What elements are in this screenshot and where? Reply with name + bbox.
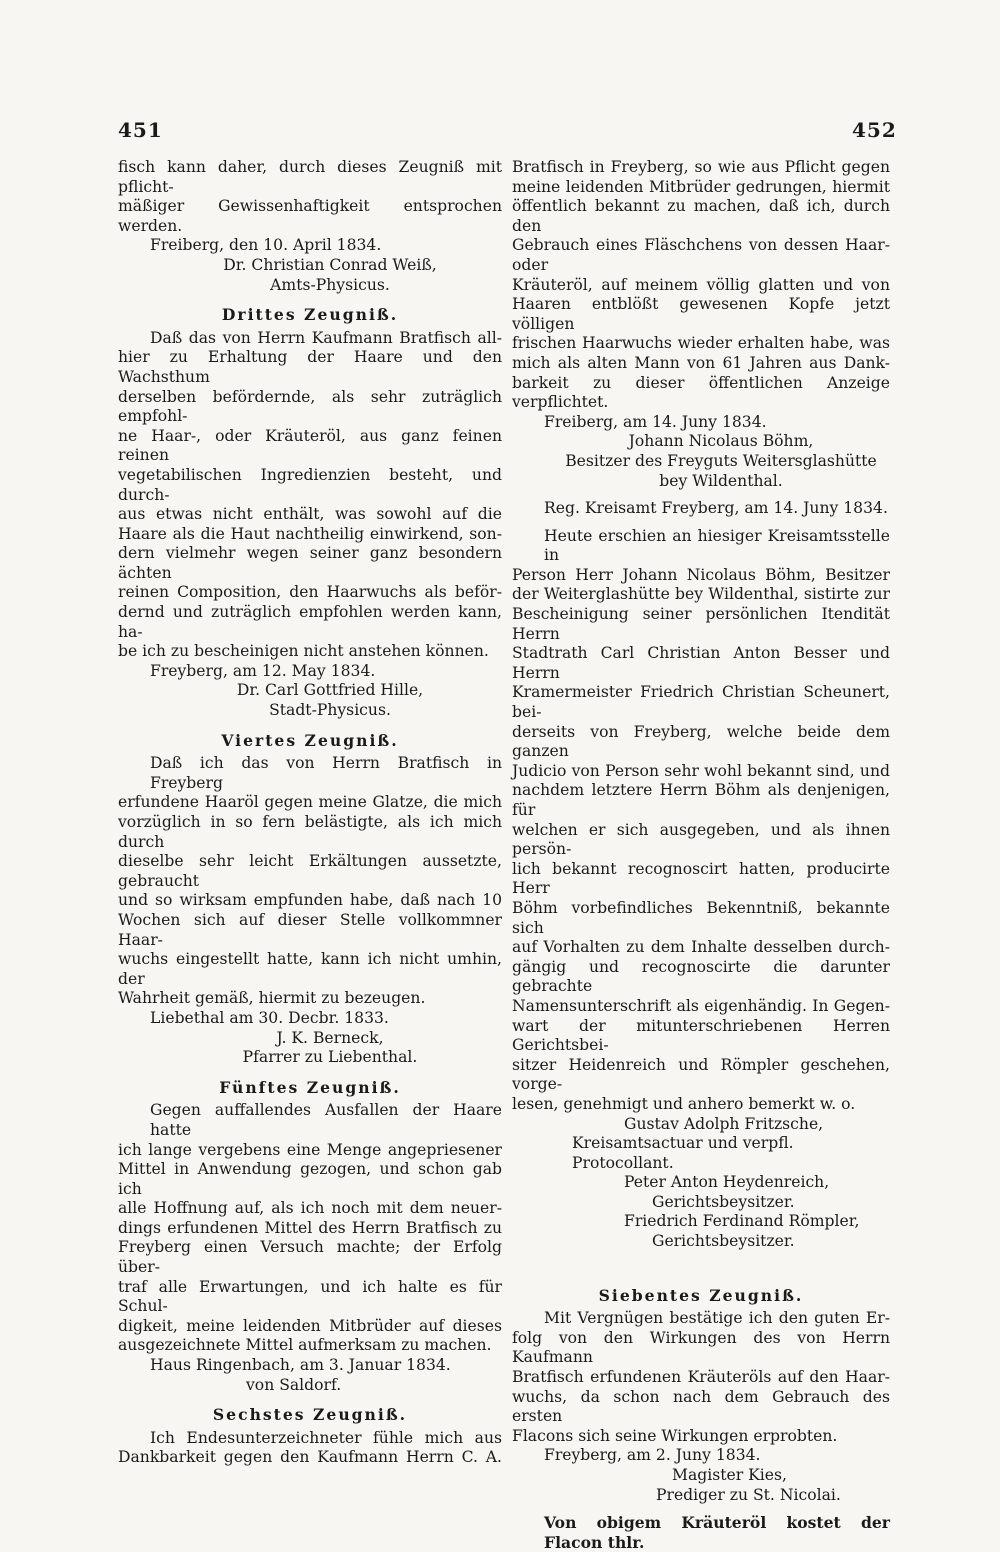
paragraph-third-testimony xyxy=(118,329,502,682)
text-line: lesen, genehmigt und anhero bemerkt w. o. xyxy=(512,1094,856,1113)
text-line: be ich zu bescheinigen nicht anstehen können. xyxy=(118,642,489,661)
text-line: Bescheinigung seiner persönlichen Itendität Herrn xyxy=(512,605,890,643)
left-column xyxy=(118,158,502,1468)
date-line: Haus Ringenbach, am 3. Januar 1834. xyxy=(150,1356,451,1375)
text-line: Daß das von Herrn Kaufmann Bratfisch all- xyxy=(150,328,502,347)
text-line: folg von den Wirkungen des von Herrn Kaufmann xyxy=(512,1328,890,1367)
date-line: Freyberg, am 12. May 1834. xyxy=(150,661,376,680)
text-line: gängig und recognoscirte die darunter gebrachte xyxy=(512,957,890,996)
signature-roempler xyxy=(512,1212,890,1251)
text-line: welchen er sich ausgegeben, und als ihnen persön- xyxy=(512,820,890,859)
date-line: Freiberg, den 10. April 1834. xyxy=(150,236,382,255)
text-line: und so wirksam empfunden habe, daß nach 10 xyxy=(118,891,502,910)
text-line: dieselbe sehr leicht Erkältungen aussetzte, gebraucht xyxy=(118,852,502,890)
text-line: nachdem letztere Herrn Böhm als denjenigen, für xyxy=(512,781,890,819)
text-line: Wochen sich auf dieser Stelle vollkommner Haar- xyxy=(118,910,502,949)
signature-title: bey Wildenthal. xyxy=(659,471,783,490)
text-line: Person Herr Johann Nicolaus Böhm, Besitzer xyxy=(512,565,890,584)
signature-berneck xyxy=(118,1029,502,1068)
signature-saldorf: von Saldorf. xyxy=(246,1375,342,1394)
signature-title: Gerichtsbeysitzer. xyxy=(652,1232,795,1251)
text-line: Stadtrath Carl Christian Anton Besser und Herrn xyxy=(512,644,890,682)
text-line: Heute erschien an hiesiger Kreisamtsstelle in xyxy=(544,526,890,565)
signature-heydenreich xyxy=(512,1173,890,1212)
text-line: Haare als die Haut nachtheilig einwirkend, son- xyxy=(118,524,502,543)
signature-name: Dr. Christian Conrad Weiß, xyxy=(223,255,437,274)
heading-fifth-testimony: Fünftes Zeugniß. xyxy=(219,1077,401,1097)
text-line: frischen Haarwuchs wieder erhalten habe, was xyxy=(512,334,890,353)
text-line: Böhm vorbefindliches Bekenntniß, bekannte sich xyxy=(512,898,890,937)
text-line: wuchs, da schon nach dem Gebrauch des ersten xyxy=(512,1387,890,1426)
text-line: derselben befördernde, als sehr zuträglich empfohl- xyxy=(118,387,502,426)
date-line: Liebethal am 30. Decbr. 1833. xyxy=(150,1008,389,1027)
paragraph-office-certification xyxy=(512,527,890,1115)
signature-title: Prediger zu St. Nicolai. xyxy=(656,1485,841,1504)
heading-third-testimony: Drittes Zeugniß. xyxy=(221,305,399,325)
text-line: Mittel in Anwendung gezogen, und schon gab ich xyxy=(118,1160,502,1198)
text-line: auf Vorhalten zu dem Inhalte desselben durch- xyxy=(512,938,890,957)
signature-name: J. K. Berneck, xyxy=(276,1028,384,1047)
text-line: Bratfisch in Freyberg, so wie aus Pflicht gegen xyxy=(512,158,890,176)
signature-title: Gerichtsbeysitzer. xyxy=(652,1192,795,1211)
text-line: reinen Composition, den Haarwuchs als beför- xyxy=(118,583,502,602)
text-line: Judicio von Person sehr wohl bekannt sind, und xyxy=(512,761,890,780)
text-line: mäßiger Gewissenhaftigkeit entsprochen werden. xyxy=(118,197,502,235)
signature-title: Kreisamtsactuar und verpfl. Protocollant. xyxy=(572,1134,794,1172)
text-line: Haaren entblößt gewesenen Kopfe jetzt völligen xyxy=(512,295,890,333)
text-line: Kramermeister Friedrich Christian Scheunert, bei- xyxy=(512,683,890,722)
text-line: meine leidenden Mitbrüder gedrungen, hiermit xyxy=(512,177,890,196)
text-line: Daß ich das von Herrn Bratfisch in Freyberg xyxy=(150,754,502,792)
signature-name: Friedrich Ferdinand Römpler, xyxy=(624,1212,860,1231)
text-line: Ich Endesunterzeichneter fühle mich aus xyxy=(150,1428,502,1447)
signature-boehm xyxy=(512,432,890,491)
price-note: Von obigem Kräuteröl kostet der Flacon thlr. xyxy=(544,1513,890,1552)
text-line: vorzüglich in so fern belästigte, als ich mich durch xyxy=(118,813,502,851)
text-line: digkeit, meine leidenden Mitbrüder auf dieses xyxy=(118,1316,502,1335)
text-line: fisch kann daher, durch dieses Zeugniß mit pflicht- xyxy=(118,158,502,196)
text-line: Gebrauch eines Fläschchens von dessen Haar- oder xyxy=(512,236,890,274)
paragraph-sixth-testimony xyxy=(118,1429,502,1468)
office-heading: Reg. Kreisamt Freyberg, am 14. Juny 1834. xyxy=(544,499,888,518)
signature-fritzsche xyxy=(512,1115,890,1174)
signature-title: Besitzer des Freyguts Weitersglashütte xyxy=(565,451,877,470)
text-line: Gegen auffallendes Ausfallen der Haare hatte xyxy=(150,1101,502,1139)
signature-name: Gustav Adolph Fritzsche, xyxy=(624,1114,824,1133)
date-line: Freiberg, am 14. Juny 1834. xyxy=(544,412,767,431)
signature-name: Johann Nicolaus Böhm, xyxy=(628,432,814,451)
date-line: Freyberg, am 2. Juny 1834. xyxy=(544,1446,761,1465)
signature-title: Pfarrer zu Liebenthal. xyxy=(242,1048,418,1067)
page-number-right: 452 xyxy=(852,118,897,142)
text-line: traf alle Erwartungen, und ich halte es für Schul- xyxy=(118,1277,502,1316)
paragraph-intro xyxy=(118,158,502,256)
paragraph-sixth-testimony-continued xyxy=(512,158,890,432)
paragraph-fifth-testimony xyxy=(118,1101,502,1375)
text-line: Flacons sich seine Wirkungen erprobten. xyxy=(512,1426,838,1445)
text-line: öffentlich bekannt zu machen, daß ich, durch den xyxy=(512,197,890,235)
text-line: derseits von Freyberg, welche beide dem ganzen xyxy=(512,722,890,761)
text-line: alle Hoffnung auf, als ich noch mit dem neuer- xyxy=(118,1199,502,1218)
text-line: ne Haar-, oder Kräuteröl, aus ganz feinen reinen xyxy=(118,426,502,465)
text-line: sitzer Heidenreich und Römpler geschehen, vorge- xyxy=(512,1055,890,1094)
right-column xyxy=(512,158,890,1552)
text-line: dings erfundenen Mittel des Herrn Bratfisch zu xyxy=(118,1218,502,1237)
text-line: Mit Vergnügen bestätige ich den guten Er- xyxy=(544,1309,890,1328)
text-line: Namensunterschrift als eigenhändig. In Gegen- xyxy=(512,996,890,1015)
text-line: vegetabilischen Ingredienzien besteht, und durch- xyxy=(118,465,502,504)
text-line: ich lange vergebens eine Menge angepriesener xyxy=(118,1140,502,1159)
text-line: Bratfisch erfundenen Kräuteröls auf den Haar- xyxy=(512,1368,890,1387)
signature-weiss xyxy=(118,256,502,295)
text-line: Wahrheit gemäß, hiermit zu bezeugen. xyxy=(118,989,426,1008)
paragraph-seventh-testimony xyxy=(512,1309,890,1466)
heading-sixth-testimony: Sechstes Zeugniß. xyxy=(212,1405,408,1425)
text-line: wuchs eingestellt hatte, kann ich nicht umhin, der xyxy=(118,950,502,988)
text-line: barkeit zu dieser öffentlichen Anzeige verpflichtet. xyxy=(512,373,890,412)
signature-name: Magister Kies, xyxy=(672,1466,787,1484)
text-line: Kräuteröl, auf meinem völlig glatten und von xyxy=(512,275,890,294)
signature-hille xyxy=(118,681,502,720)
text-line: Freyberg einen Versuch machte; der Erfolg über- xyxy=(118,1238,502,1277)
text-line: Dankbarkeit gegen den Kaufmann Herrn C. A. xyxy=(118,1448,502,1467)
page-number-left: 451 xyxy=(118,118,163,142)
text-line: lich bekannt recognoscirt hatten, producirte Herr xyxy=(512,859,890,898)
text-line: der Weiterglashütte bey Wildenthal, sistirte zur xyxy=(512,585,890,604)
text-line: ausgezeichnete Mittel aufmerksam zu machen. xyxy=(118,1336,492,1355)
signature-title: Amts-Physicus. xyxy=(270,275,390,294)
text-line: wart der mitunterschriebenen Herren Gerichtsbei- xyxy=(512,1016,890,1055)
text-line: aus etwas nicht enthält, was sowohl auf die xyxy=(118,505,502,524)
text-line: mich als alten Mann von 61 Jahren aus Dank- xyxy=(512,353,890,372)
signature-kies xyxy=(512,1466,890,1505)
heading-fourth-testimony: Viertes Zeugniß. xyxy=(221,730,399,750)
paragraph-fourth-testimony xyxy=(118,754,502,1028)
text-line: hier zu Erhaltung der Haare und den Wachsthum xyxy=(118,348,502,386)
signature-name: Dr. Carl Gottfried Hille, xyxy=(236,681,424,700)
text-line: dernd und zuträglich empfohlen werden kann, ha- xyxy=(118,603,502,641)
text-line: dern vielmehr wegen seiner ganz besondern ächten xyxy=(118,544,502,582)
heading-seventh-testimony: Siebentes Zeugniß. xyxy=(598,1285,804,1305)
text-line: erfundene Haaröl gegen meine Glatze, die mich xyxy=(118,793,502,812)
signature-name: Peter Anton Heydenreich, xyxy=(624,1173,830,1192)
signature-title: Stadt-Physicus. xyxy=(269,701,391,720)
